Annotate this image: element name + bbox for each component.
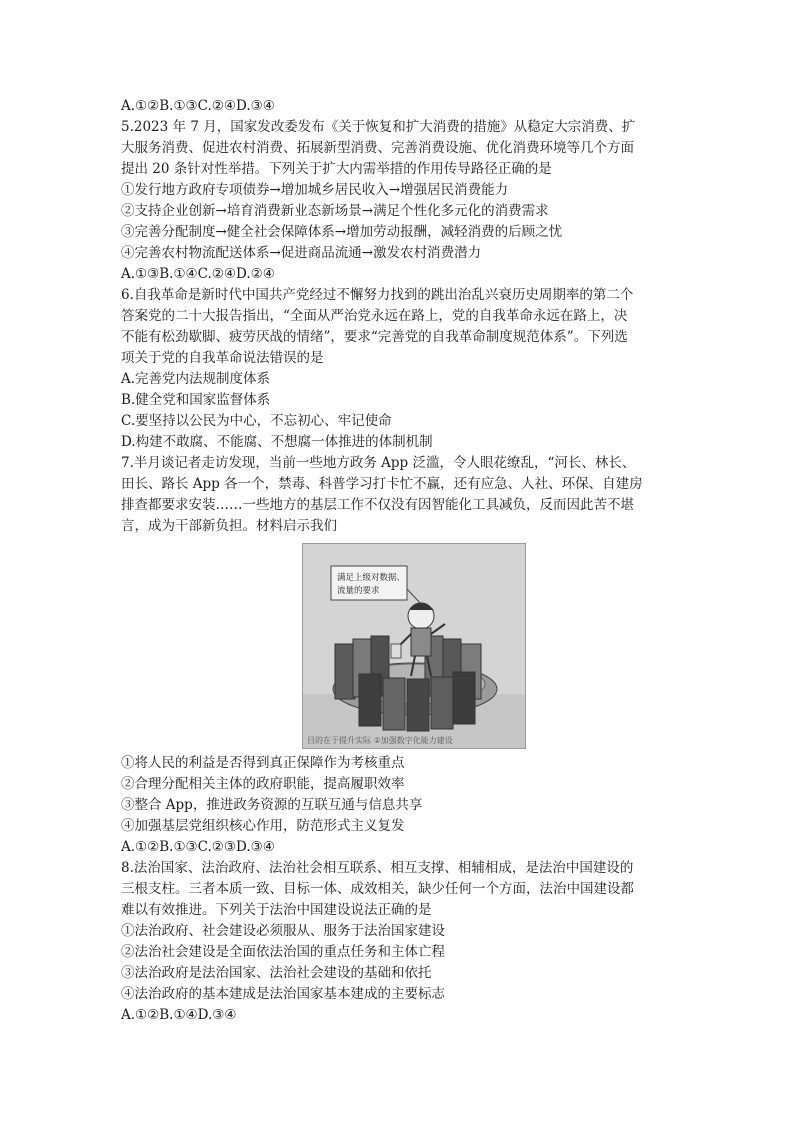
figure-wrap [121,543,681,749]
text-line: 不能有松劲歇脚、疲劳厌战的情绪”，要求“完善党的自我革命制度规范体系”。下列选 [121,329,628,345]
text-line: ①将人民的利益是否得到真正保障作为考核重点 [121,755,405,771]
figure-bottom-text: 目的在于提升实际 ②加强数字化能力建设 [307,736,453,745]
text-line: ③法治政府是法治国家、法治社会建设的基础和依托 [121,965,432,981]
text-line: A.①②B.①③C.②③D.③④ [121,839,275,855]
text-line: 6.自我革命是新时代中国共产党经过不懈努力找到的跳出治乱兴衰历史周期率的第二个 [121,287,634,303]
text-line: A.①②B.①③C.②④D.③④ [121,98,275,114]
text-line: 项关于党的自我革命说法错误的是 [121,350,324,366]
text-block-bottom [121,753,681,1026]
cartoon-figure [302,543,526,749]
text-line: 三根支柱。三者本质一致、目标一体、成效相关，缺少任何一个方面，法治中国建设都 [121,881,634,897]
text-line: 言，成为干部新负担。材料启示我们 [121,518,337,534]
sign-text-line-2: 流量的要求 [337,586,380,596]
sign-text-line-1: 满足上级对数据、 [337,573,406,583]
text-line: A.①②B.①④D.③④ [121,1007,237,1023]
text-line: 7.半月谈记者走访发现，当前一些地方政务 App 泛滥，令人眼花缭乱，“河长、林长、 [121,455,636,471]
text-line: B.健全党和国家监督体系 [121,392,271,408]
text-line: 大服务消费、促进农村消费、拓展新型消费、完善消费设施、优化消费环境等几个方面 [121,140,634,156]
text-line: 提出 20 条针对性举措。下列关于扩大内需举措的作用传导路径正确的是 [121,161,552,177]
text-line: ②合理分配相关主体的政府职能，提高履职效率 [121,776,405,792]
text-line: ②支持企业创新→培育消费新业态新场景→满足个性化多元化的消费需求 [121,203,549,219]
text-line: ③整合 App，推进政务资源的互联互通与信息共享 [121,797,423,813]
text-line: 田长、路长 App 各一个，禁毒、科普学习打卡忙不赢，还有应急、人社、环保、自建房 [121,476,643,492]
text-line: ②法治社会建设是全面依法治国的重点任务和主体亡程 [121,944,445,960]
text-line: 8.法治国家、法治政府、法治社会相互联系、相互支撑、相辅相成，是法治中国建设的 [121,860,634,876]
text-line: 难以有效推进。下列关于法治中国建设说法正确的是 [121,902,432,918]
text-line: 答案党的二十大报告指出，“全面从严治党永远在路上，党的自我革命永远在路上，决 [121,308,628,324]
text-line: A.①③B.①④C.②④D.②④ [121,266,275,282]
text-line: ①发行地方政府专项债券→增加城乡居民收入→增强居民消费能力 [121,182,509,198]
text-line: ①法治政府、社会建设必须服从、服务于法治国家建设 [121,923,445,939]
question-text [121,96,681,1026]
text-block-top [121,96,681,537]
text-line: ③完善分配制度→健全社会保障体系→增加劳动报酬，减轻消费的后顾之忧 [121,224,563,240]
text-line: D.构建不敢腐、不能腐、不想腐一体推进的体制机制 [121,434,433,450]
text-line: C.要坚持以公民为中心，不忘初心、牢记使命 [121,413,392,429]
text-line: ④加强基层党组织核心作用，防范形式主义复发 [121,818,405,834]
text-line: ④法治政府的基本建成是法治国家基本建成的主要标志 [121,986,445,1002]
text-line: 5.2023 年 7 月，国家发改委发布《关于恢复和扩大消费的措施》从稳定大宗消费、扩 [121,119,636,135]
text-line: 排查都要求安装……一些地方的基层工作不仅没有因智能化工具减负，反而因此苦不堪 [121,497,634,513]
text-line: ④完善农村物流配送体系→促进商品流通→激发农村消费潜力 [121,245,482,261]
cartoon-illustration [303,544,525,748]
text-line: A.完善党内法规制度体系 [121,371,271,387]
